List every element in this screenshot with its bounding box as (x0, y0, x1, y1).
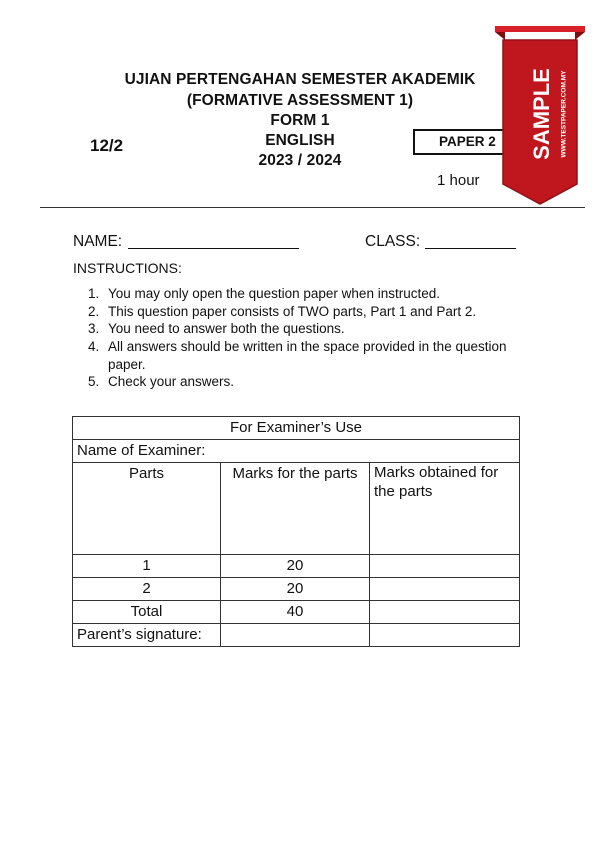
instruction-number: 2. (88, 303, 100, 319)
total-obtained-cell[interactable] (370, 601, 520, 624)
obtained-cell[interactable] (370, 578, 520, 601)
instruction-text: Check your answers. (108, 374, 235, 390)
total-cell: Total (73, 601, 221, 624)
exam-title-line-1: UJIAN PERTENGAHAN SEMESTER AKADEMIK (124, 71, 476, 88)
instruction-number: 4. (88, 339, 100, 355)
instruction-text: This question paper consists of TWO parts, Part 1 and Part 2. (108, 303, 477, 319)
class-blank-line[interactable] (425, 248, 516, 249)
class-label: CLASS: (365, 233, 421, 250)
sample-watermark-text: SAMPLE (528, 68, 554, 160)
examiner-name-cell: Name of Examiner: (73, 440, 520, 463)
instructions-list (88, 285, 538, 391)
instructions-heading: INSTRUCTIONS: (73, 260, 182, 276)
header-divider (40, 207, 585, 208)
instruction-text: You may only open the question paper when instructed. (108, 286, 440, 301)
parent-signature-label: Parent’s signature: (73, 624, 221, 647)
table-row (73, 578, 520, 601)
exam-title-line-2: (FORMATIVE ASSESSMENT 1) (186, 92, 414, 109)
instruction-item (88, 285, 538, 303)
total-marks-cell: 40 (221, 601, 370, 624)
header-marks-obtained: Marks obtained for the parts (370, 463, 520, 555)
marks-cell: 20 (221, 555, 370, 578)
instruction-item (88, 338, 538, 373)
academic-year: 2023 / 2024 (258, 152, 342, 169)
header-marks-for-parts: Marks for the parts (221, 463, 370, 555)
marks-cell: 20 (221, 578, 370, 601)
part-cell: 1 (73, 555, 221, 578)
parent-signature-cell[interactable] (221, 624, 370, 647)
header-parts: Parts (73, 463, 221, 555)
exam-duration: 1 hour (437, 172, 480, 189)
paper-label-box: PAPER 2 (413, 129, 513, 155)
part-cell: 2 (73, 578, 221, 601)
table-row (73, 555, 520, 578)
instruction-text: You need to answer both the questions. (108, 321, 345, 337)
instruction-item (88, 320, 538, 338)
instruction-number: 3. (88, 321, 100, 337)
parent-signature-extra-cell[interactable] (370, 624, 520, 647)
table-row (73, 601, 520, 624)
examiner-table-title: For Examiner’s Use (73, 417, 520, 440)
name-blank-line[interactable] (128, 248, 299, 249)
subject-name: ENGLISH (265, 132, 335, 149)
examiner-use-table (72, 416, 520, 647)
instruction-item (88, 303, 538, 321)
form-level: FORM 1 (270, 112, 330, 129)
instruction-item (88, 373, 538, 391)
instruction-number: 5. (88, 374, 100, 390)
obtained-cell[interactable] (370, 555, 520, 578)
watermark-site-text: WWW.TESTPAPER.COM.MY (560, 70, 568, 158)
instruction-text: All answers should be written in the space provided in the question paper. (108, 339, 507, 372)
subject-code: 12/2 (90, 136, 124, 155)
instruction-number: 1. (88, 286, 100, 301)
name-label: NAME: (73, 233, 123, 250)
sample-ribbon-watermark (495, 18, 585, 208)
